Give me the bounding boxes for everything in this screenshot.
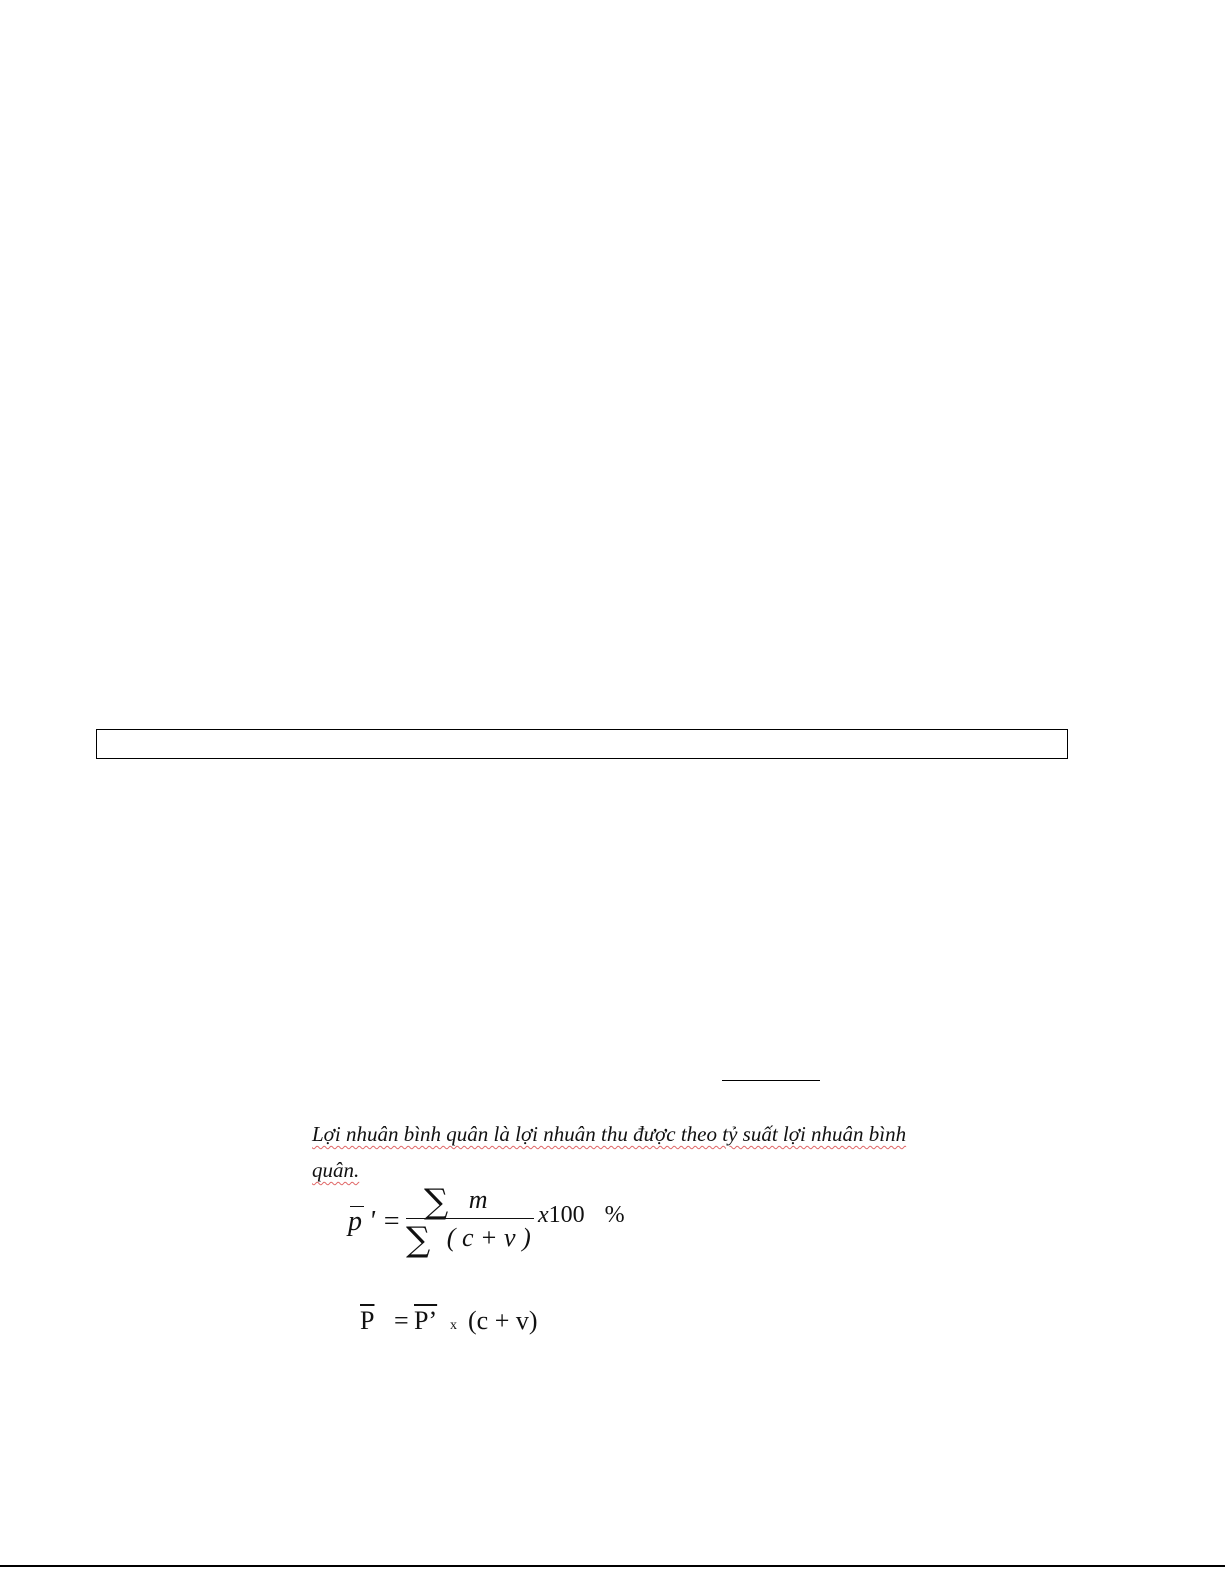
formula2-lhs: $\overline{P}$ <box>360 1306 375 1335</box>
definition-line-2: quân. <box>312 1158 360 1182</box>
average-profit-formula <box>358 1306 598 1346</box>
average-profit-rate-formula <box>340 1182 660 1262</box>
formula1-multiplier-x: x <box>538 1202 549 1228</box>
formula1-lhs-text: p ' <box>348 1206 375 1237</box>
formula1-lhs <box>348 1206 401 1238</box>
formula1-denominator <box>406 1220 531 1260</box>
page-bottom-rule <box>0 1565 1225 1567</box>
formula1-equals: = <box>382 1206 401 1237</box>
formula2-rhs: P’ <box>414 1306 438 1335</box>
sum-icon: ∑ <box>406 1220 431 1260</box>
formula1-numerator <box>424 1182 488 1222</box>
formula2-tail: (c + v) <box>468 1306 538 1335</box>
definition-line-1: Lợi nhuân bình quân là lợi nhuân thu được theo tỷ suất lợi nhuân bình <box>312 1122 907 1146</box>
short-underline <box>722 1080 820 1081</box>
formula1-percent: % <box>604 1202 625 1228</box>
formula2-equals: = <box>394 1306 409 1335</box>
formula2-times: x <box>450 1318 457 1333</box>
formula1-denominator-expr: ( c + v ) <box>446 1222 531 1252</box>
boxed-text-line <box>96 729 1068 759</box>
formula1-tail <box>538 1202 625 1229</box>
formula1-numerator-var: m <box>468 1184 488 1214</box>
formula1-multiplier-value: 100 <box>548 1202 585 1228</box>
sum-icon: ∑ <box>424 1182 449 1222</box>
fraction-bar <box>406 1218 534 1219</box>
